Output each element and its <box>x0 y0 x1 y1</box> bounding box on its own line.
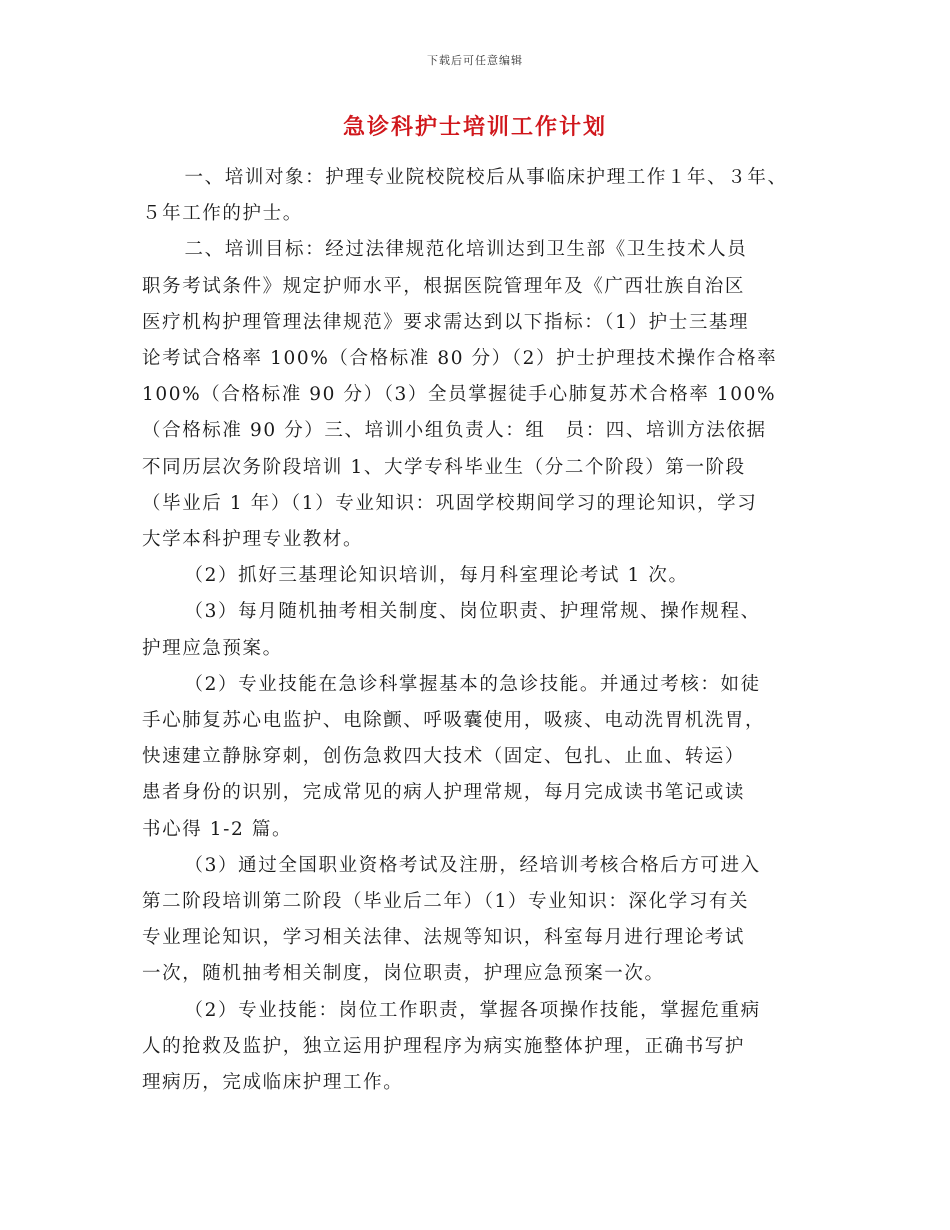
text-line: 理病历，完成临床护理工作。 <box>142 1072 404 1094</box>
paragraph-basic-theory-training <box>142 558 824 594</box>
paragraph-professional-skills <box>142 993 824 1102</box>
text-line: （2）专业技能在急诊科掌握基本的急诊技能。并通过考核：如徒 <box>184 673 761 695</box>
text-line: 第二阶段培训第二阶段（毕业后二年）（1）专业知识：深化学习有关 <box>142 891 750 913</box>
text-line: 职务考试条件》规定护师水平，根据医院管理年及《广西壮族自治区 <box>142 275 746 297</box>
text-line: 手心肺复苏心电监护、电除颤、呼吸囊使用，吸痰、电动洗胃机洗胃， <box>142 710 766 732</box>
paragraph-emergency-skills <box>142 667 824 848</box>
text-line: 快速建立静脉穿刺，创伤急救四大技术（固定、包扎、止血、转运） <box>142 746 746 768</box>
paragraph-training-target-group <box>142 160 824 232</box>
text-line: 不同历层次务阶段培训 1、大学专科毕业生（分二个阶段）第一阶段 <box>142 456 746 478</box>
text-line: 护理应急预案。 <box>142 637 283 659</box>
text-line: 患者身份的识别，完成常见的病人护理常规，每月完成读书笔记或读 <box>142 782 746 804</box>
text-line: 论考试合格率 100%（合格标准 80 分）（2）护士护理技术操作合格率 <box>142 348 778 370</box>
text-line: 专业理论知识，学习相关法律、法规等知识，科室每月进行理论考试 <box>142 927 746 949</box>
document-title: 急诊科护士培训工作计划 <box>342 114 607 140</box>
paragraph-monthly-spot-check <box>142 594 824 666</box>
text-line: ５年工作的护士。 <box>142 203 303 225</box>
text-line: 一次，随机抽考相关制度，岗位职责，护理应急预案一次。 <box>142 963 665 985</box>
text-line: 一、培训对象：护理专业院校院校后从事临床护理工作１年、３年、 <box>184 167 788 188</box>
text-line: 医疗机构护理管理法律规范》要求需达到以下指标：（1）护士三基理 <box>142 311 750 333</box>
text-line: 人的抢救及监护，独立运用护理程序为病实施整体护理，正确书写护 <box>142 1035 746 1057</box>
document-body <box>142 160 824 1101</box>
text-line: 100%（合格标准 90 分）（3）全员掌握徒手心肺复苏术合格率 100% <box>142 384 777 406</box>
text-line: 大学本科护理专业教材。 <box>142 529 364 551</box>
text-line: 二、培训目标：经过法律规范化培训达到卫生部《卫生技术人员 <box>184 239 748 261</box>
text-line: （2）专业技能：岗位工作职责，掌握各项操作技能，掌握危重病 <box>184 999 761 1021</box>
text-line: （2）抓好三基理论知识培训，每月科室理论考试 1 次。 <box>184 565 689 587</box>
text-line: （3）通过全国职业资格考试及注册，经培训考核合格后方可进入 <box>184 854 761 876</box>
text-line: 书心得 1-2 篇。 <box>142 818 293 840</box>
text-line: （毕业后 1 年）（1）专业知识：巩固学校期间学习的理论知识，学习 <box>142 492 758 514</box>
paragraph-training-goals <box>142 232 824 558</box>
text-line: （3）每月随机抽考相关制度、岗位职责、护理常规、操作规程、 <box>184 601 761 623</box>
paragraph-second-stage <box>142 848 824 993</box>
header-note: 下载后可任意编辑 <box>427 54 523 67</box>
text-line: （合格标准 90 分）三、培训小组负责人：组 员：四、培训方法依据 <box>142 420 767 442</box>
